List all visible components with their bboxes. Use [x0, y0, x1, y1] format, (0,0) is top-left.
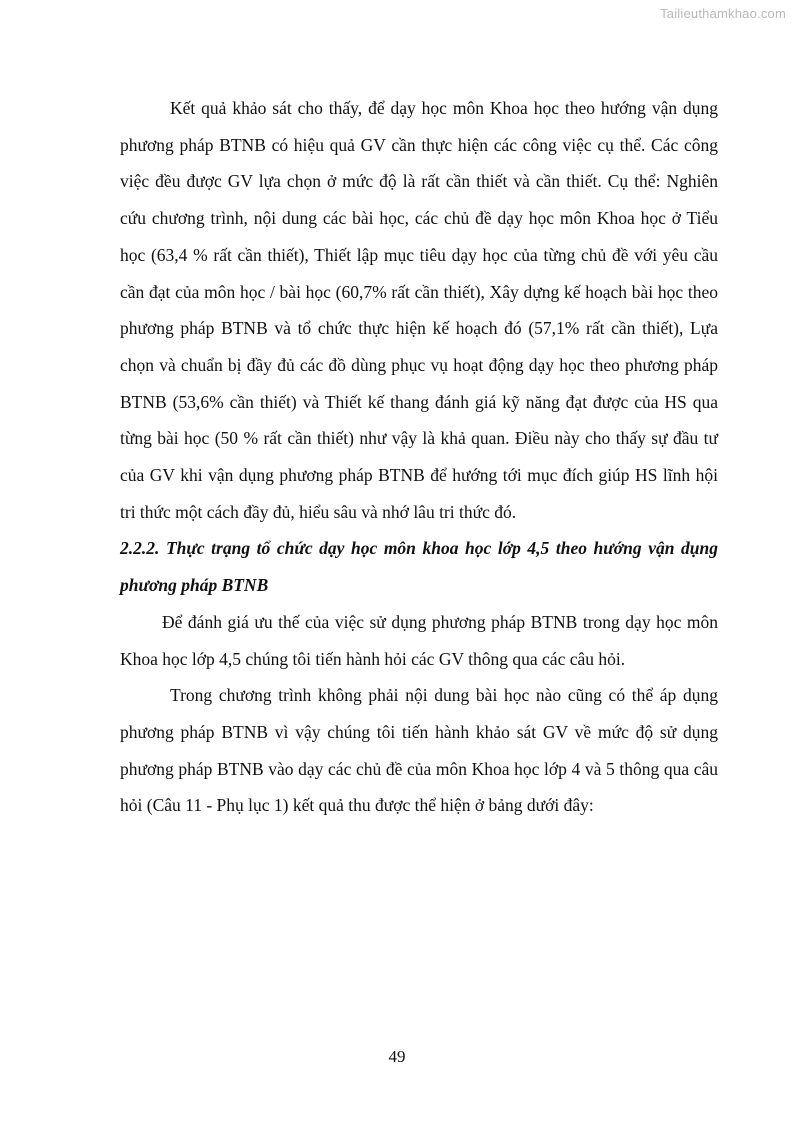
paragraph-survey-results: Kết quả khảo sát cho thấy, để dạy học môn Khoa học theo hướng vận dụng phương pháp BTNB có hiệu quả GV cần thực hiện các công việc cụ thể. Các công việc đều được GV lựa chọn ở mức độ là rất cần thiết và cần thiết. Cụ thể: Nghiên cứu chương trình, nội dung các bài học, các chủ đề dạy học môn Khoa học ở Tiểu học (63,4 % rất cần thiết), Thiết lập mục tiêu dạy học của từng chủ đề với yêu cầu cần đạt của môn học / bài học (60,7% rất cần thiết), Xây dựng kế hoạch bài học theo phương pháp BTNB và tổ chức thực hiện kế hoạch đó (57,1% rất cần thiết), Lựa chọn và chuẩn bị đầy đủ các đồ dùng phục vụ hoạt động dạy học theo phương pháp BTNB (53,6% cần thiết) và Thiết kế thang đánh giá kỹ năng đạt được của HS qua từng bài học (50 % rất cần thiết) như vậy là khả quan. Điều này cho thấy sự đầu tư của GV khi vận dụng phương pháp BTNB để hướng tới mục đích giúp HS lĩnh hội tri thức một cách đầy đủ, hiểu sâu và nhớ lâu tri thức đó.	[120, 98, 718, 522]
document-body	[120, 90, 718, 824]
page-number: 49	[388, 1047, 406, 1066]
paragraph-evaluation: Để đánh giá ưu thế của việc sử dụng phương pháp BTNB trong dạy học môn Khoa học lớp 4,5 chúng tôi tiến hành hỏi các GV thông qua các câu hỏi.	[120, 611, 718, 669]
section-heading-2-2-2: 2.2.2. Thực trạng tổ chức dạy học môn khoa học lớp 4,5 theo hướng vận dụng phương pháp BTNB	[120, 538, 718, 596]
paragraph-program-survey: Trong chương trình không phải nội dung bài học nào cũng có thể áp dụng phương pháp BTNB vì vậy chúng tôi tiến hành khảo sát GV về mức độ sử dụng phương pháp BTNB vào dạy các chủ đề của môn Khoa học lớp 4 và 5 thông qua câu hỏi (Câu 11 - Phụ lục 1) kết quả thu được thể hiện ở bảng dưới đây:	[120, 685, 718, 816]
watermark-text: Tailieuthamkhao.com	[660, 6, 786, 21]
